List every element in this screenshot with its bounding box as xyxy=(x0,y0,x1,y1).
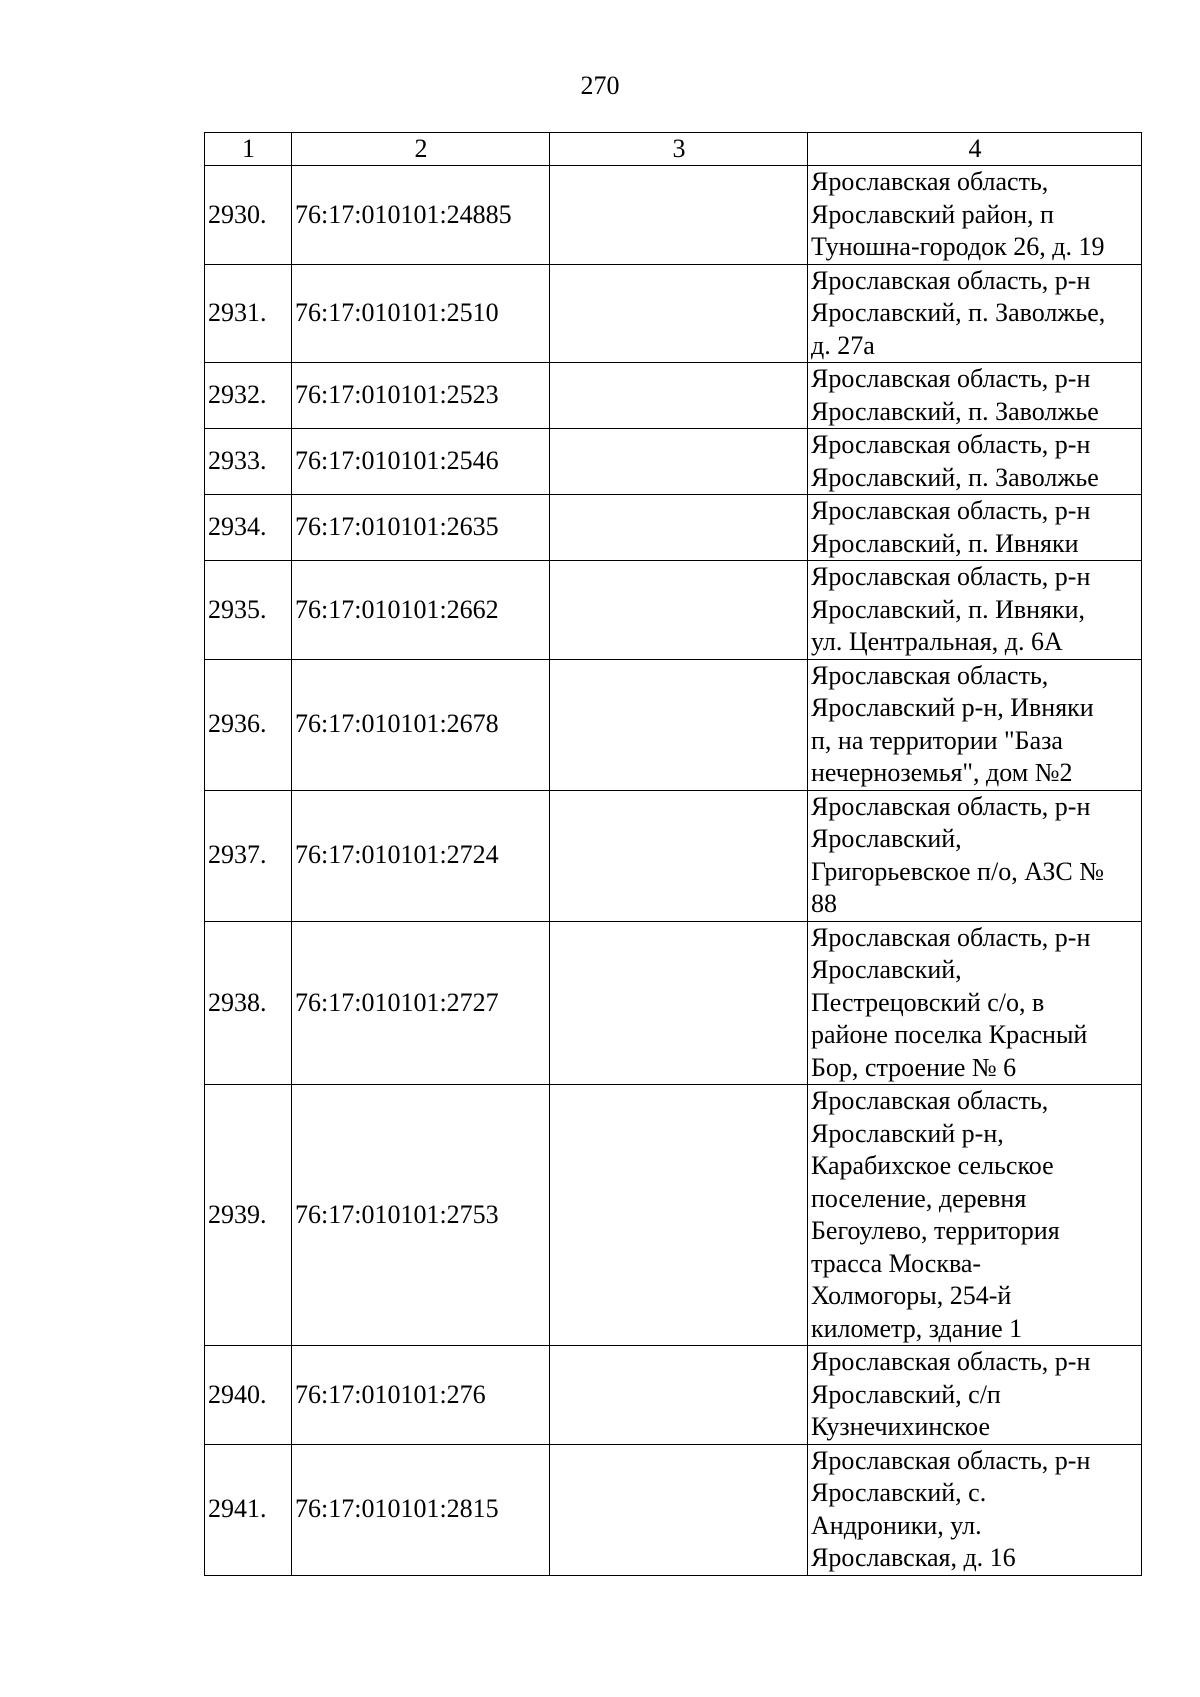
table-row xyxy=(205,1346,1142,1445)
column-header-1: 1 xyxy=(205,133,292,166)
cadastral-number-cell: 76:17:010101:2727 xyxy=(292,921,550,1085)
column-3-cell xyxy=(550,1085,808,1346)
address-cell: Ярославская область, р-н Ярославский, п. Ивняки, ул. Центральная, д. 6А xyxy=(808,561,1142,660)
column-3-cell xyxy=(550,166,808,265)
cadastral-number-cell: 76:17:010101:2635 xyxy=(292,495,550,561)
table-row xyxy=(205,1085,1142,1346)
cadastral-number-cell: 76:17:010101:2678 xyxy=(292,659,550,790)
address-cell: Ярославская область, р-н Ярославский, с/п Кузнечихинское xyxy=(808,1346,1142,1445)
cadastral-number-cell: 76:17:010101:24885 xyxy=(292,166,550,265)
cadastral-number-cell: 76:17:010101:2523 xyxy=(292,363,550,429)
table-row xyxy=(205,429,1142,495)
cadastral-number-cell: 76:17:010101:2662 xyxy=(292,561,550,660)
cadastral-number-cell: 76:17:010101:2724 xyxy=(292,790,550,921)
table-header-row xyxy=(205,133,1142,166)
address-cell: Ярославская область, р-н Ярославский, п. Заволжье, д. 27а xyxy=(808,264,1142,363)
row-number-cell: 2933. xyxy=(205,429,292,495)
table-row xyxy=(205,659,1142,790)
column-3-cell xyxy=(550,429,808,495)
column-header-2: 2 xyxy=(292,133,550,166)
address-cell: Ярославская область, Ярославский район, п Туношна-городок 26, д. 19 xyxy=(808,166,1142,265)
row-number-cell: 2931. xyxy=(205,264,292,363)
cadastral-number-cell: 76:17:010101:2815 xyxy=(292,1444,550,1575)
table-row xyxy=(205,1444,1142,1575)
address-cell: Ярославская область, р-н Ярославский, Пестрецовский с/о, в районе поселка Красный Бор, строение № 6 xyxy=(808,921,1142,1085)
table-row xyxy=(205,166,1142,265)
page-number: 270 xyxy=(580,71,620,100)
cadastral-number-cell: 76:17:010101:2546 xyxy=(292,429,550,495)
row-number-cell: 2937. xyxy=(205,790,292,921)
table-row xyxy=(205,495,1142,561)
column-3-cell xyxy=(550,264,808,363)
column-3-cell xyxy=(550,1346,808,1445)
row-number-cell: 2934. xyxy=(205,495,292,561)
column-3-cell xyxy=(550,363,808,429)
address-cell: Ярославская область, Ярославский р-н, Карабихское сельское поселение, деревня Бегоулево, территория трасса Москва- Холмогоры, 254-й километр, здание 1 xyxy=(808,1085,1142,1346)
address-cell: Ярославская область, р-н Ярославский, п. Ивняки xyxy=(808,495,1142,561)
table-row xyxy=(205,264,1142,363)
row-number-cell: 2932. xyxy=(205,363,292,429)
cadastral-number-cell: 76:17:010101:276 xyxy=(292,1346,550,1445)
row-number-cell: 2930. xyxy=(205,166,292,265)
row-number-cell: 2938. xyxy=(205,921,292,1085)
column-3-cell xyxy=(550,921,808,1085)
row-number-cell: 2935. xyxy=(205,561,292,660)
address-cell: Ярославская область, р-н Ярославский, п. Заволжье xyxy=(808,363,1142,429)
row-number-cell: 2940. xyxy=(205,1346,292,1445)
column-header-4: 4 xyxy=(808,133,1142,166)
row-number-cell: 2936. xyxy=(205,659,292,790)
row-number-cell: 2939. xyxy=(205,1085,292,1346)
address-cell: Ярославская область, Ярославский р-н, Ивняки п, на территории "База нечерноземья", дом №2 xyxy=(808,659,1142,790)
column-3-cell xyxy=(550,561,808,660)
column-3-cell xyxy=(550,659,808,790)
table-row xyxy=(205,790,1142,921)
column-3-cell xyxy=(550,495,808,561)
table-row xyxy=(205,561,1142,660)
address-cell: Ярославская область, р-н Ярославский, Григорьевское п/о, АЗС № 88 xyxy=(808,790,1142,921)
table-row xyxy=(205,921,1142,1085)
table-body xyxy=(205,166,1142,1576)
table-row xyxy=(205,363,1142,429)
cadastral-number-cell: 76:17:010101:2753 xyxy=(292,1085,550,1346)
property-table xyxy=(204,132,1142,1576)
row-number-cell: 2941. xyxy=(205,1444,292,1575)
address-cell: Ярославская область, р-н Ярославский, п. Заволжье xyxy=(808,429,1142,495)
address-cell: Ярославская область, р-н Ярославский, с. Андроники, ул. Ярославская, д. 16 xyxy=(808,1444,1142,1575)
column-3-cell xyxy=(550,790,808,921)
cadastral-number-cell: 76:17:010101:2510 xyxy=(292,264,550,363)
column-header-3: 3 xyxy=(550,133,808,166)
column-3-cell xyxy=(550,1444,808,1575)
